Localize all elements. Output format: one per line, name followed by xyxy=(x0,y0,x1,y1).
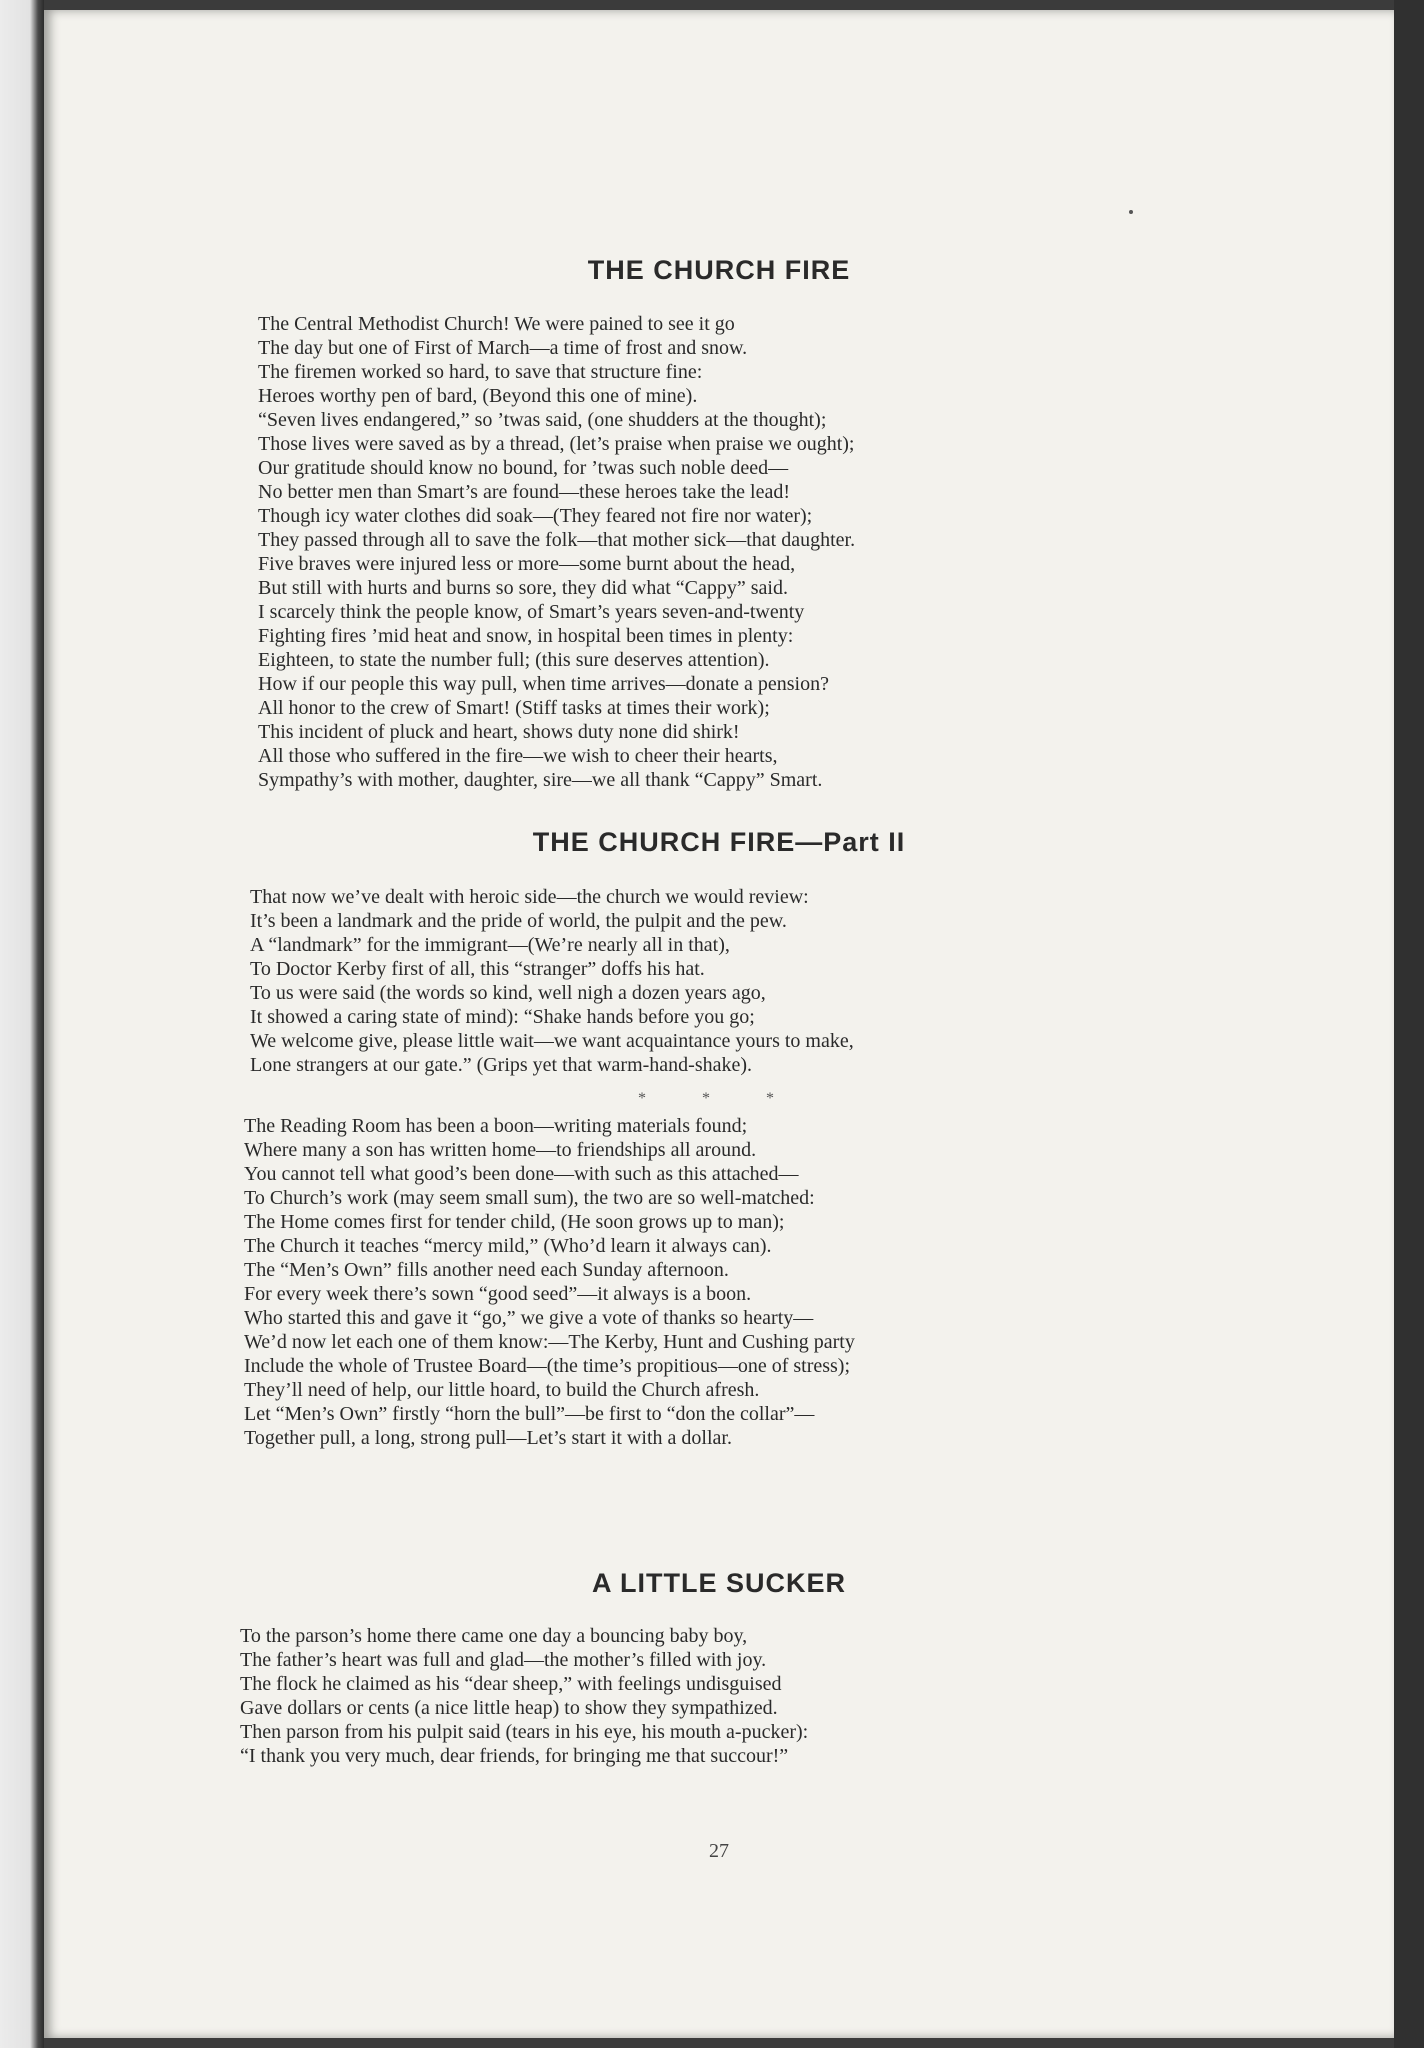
poem-line: We welcome give, please little wait—we want acquaintance yours to make, xyxy=(250,1030,854,1052)
poem-3-body xyxy=(240,1624,808,1768)
poem-line: I scarcely think the people know, of Smart’s years seven-and-twenty xyxy=(258,601,805,623)
poem-line: Eighteen, to state the number full; (this sure deserves attention). xyxy=(258,649,770,671)
page-number: 27 xyxy=(709,1840,729,1862)
poem-line: Together pull, a long, strong pull—Let’s start it with a dollar. xyxy=(244,1427,732,1449)
book-gutter xyxy=(0,0,44,2048)
poem-line: For every week there’s sown “good seed”—it always is a boon. xyxy=(244,1283,752,1305)
print-speck xyxy=(1129,210,1133,214)
poem-line: All honor to the crew of Smart! (Stiff tasks at times their work); xyxy=(258,697,770,719)
poem-1-title: THE CHURCH FIRE xyxy=(587,255,851,285)
poem-line: Sympathy’s with mother, daughter, sire—we all thank “Cappy” Smart. xyxy=(258,769,823,791)
poem-line: It showed a caring state of mind): “Shake hands before you go; xyxy=(250,1006,755,1028)
poem-line: The day but one of First of March—a time of frost and snow. xyxy=(258,337,748,359)
poem-line: How if our people this way pull, when time arrives—donate a pension? xyxy=(258,673,829,695)
poem-line: Five braves were injured less or more—some burnt about the head, xyxy=(258,553,796,575)
poem-line: Those lives were saved as by a thread, (let’s praise when praise we ought); xyxy=(258,433,855,455)
poem-line: Where many a son has written home—to friendships all around. xyxy=(244,1139,757,1161)
poem-line: Fighting fires ’mid heat and snow, in hospital been times in plenty: xyxy=(258,625,794,647)
poem-line: To Doctor Kerby first of all, this “stranger” doffs his hat. xyxy=(250,958,705,980)
poem-line: “Seven lives endangered,” so ’twas said, (one shudders at the thought); xyxy=(258,409,827,431)
poem-line: Our gratitude should know no bound, for ’twas such noble deed— xyxy=(258,457,789,479)
poem-2-stanza-1 xyxy=(250,885,854,1077)
poem-line: The Reading Room has been a boon—writing materials found; xyxy=(244,1115,748,1137)
poem-line: The father’s heart was full and glad—the mother’s filled with joy. xyxy=(240,1649,767,1671)
poem-line: Include the whole of Trustee Board—(the time’s propitious—one of stress); xyxy=(244,1355,851,1377)
poem-line: Heroes worthy pen of bard, (Beyond this one of mine). xyxy=(258,385,698,407)
poem-line: All those who suffered in the fire—we wish to cheer their hearts, xyxy=(258,745,778,767)
poem-line: The Home comes first for tender child, (He soon grows up to man); xyxy=(244,1211,785,1233)
poem-line: To us were said (the words so kind, well nigh a dozen years ago, xyxy=(250,982,766,1004)
stanza-separator: * * * xyxy=(638,1090,800,1107)
poem-line: A “landmark” for the immigrant—(We’re nearly all in that), xyxy=(250,934,730,956)
poem-line: You cannot tell what good’s been done—with such as this attached— xyxy=(244,1163,799,1185)
poem-line: The flock he claimed as his “dear sheep,” with feelings undisguised xyxy=(240,1673,782,1695)
poem-line: To the parson’s home there came one day a bouncing baby boy, xyxy=(240,1625,748,1647)
poem-line: The “Men’s Own” fills another need each Sunday afternoon. xyxy=(244,1259,729,1281)
poem-3-title: A LITTLE SUCKER xyxy=(592,1568,846,1598)
poem-line: Who started this and gave it “go,” we give a vote of thanks so hearty— xyxy=(244,1307,814,1329)
poem-1-body xyxy=(258,312,855,792)
poem-line: Gave dollars or cents (a nice little heap) to show they sympathized. xyxy=(240,1697,778,1719)
poem-line: No better men than Smart’s are found—these heroes take the lead! xyxy=(258,481,791,503)
poem-line: The firemen worked so hard, to save that structure fine: xyxy=(258,361,703,383)
poem-line: To Church’s work (may seem small sum), the two are so well-matched: xyxy=(244,1187,815,1209)
poem-line: They passed through all to save the folk—that mother sick—that daughter. xyxy=(258,529,856,551)
poem-line: This incident of pluck and heart, shows duty none did shirk! xyxy=(258,721,740,743)
poem-line: But still with hurts and burns so sore, they did what “Cappy” said. xyxy=(258,577,788,599)
poem-line: That now we’ve dealt with heroic side—the church we would review: xyxy=(250,886,809,908)
poem-line: Let “Men’s Own” firstly “horn the bull”—be first to “don the collar”— xyxy=(244,1403,815,1425)
poem-2-stanza-2 xyxy=(244,1114,855,1450)
page-edge-shadow xyxy=(1394,0,1424,2048)
poem-line: The Central Methodist Church! We were pained to see it go xyxy=(258,313,735,335)
poem-line: It’s been a landmark and the pride of world, the pulpit and the pew. xyxy=(250,910,787,932)
poem-2-title: THE CHURCH FIRE—Part II xyxy=(532,827,906,857)
poem-line: “I thank you very much, dear friends, for bringing me that succour!” xyxy=(240,1745,789,1767)
poem-line: Then parson from his pulpit said (tears in his eye, his mouth a-pucker): xyxy=(240,1721,809,1743)
book-page xyxy=(44,10,1394,2038)
poem-line: We’d now let each one of them know:—The Kerby, Hunt and Cushing party xyxy=(244,1331,855,1353)
poem-line: The Church it teaches “mercy mild,” (Who’d learn it always can). xyxy=(244,1235,772,1257)
poem-line: Though icy water clothes did soak—(They feared not fire nor water); xyxy=(258,505,813,527)
poem-line: They’ll need of help, our little hoard, to build the Church afresh. xyxy=(244,1379,760,1401)
poem-line: Lone strangers at our gate.” (Grips yet that warm-hand-shake). xyxy=(250,1054,753,1076)
